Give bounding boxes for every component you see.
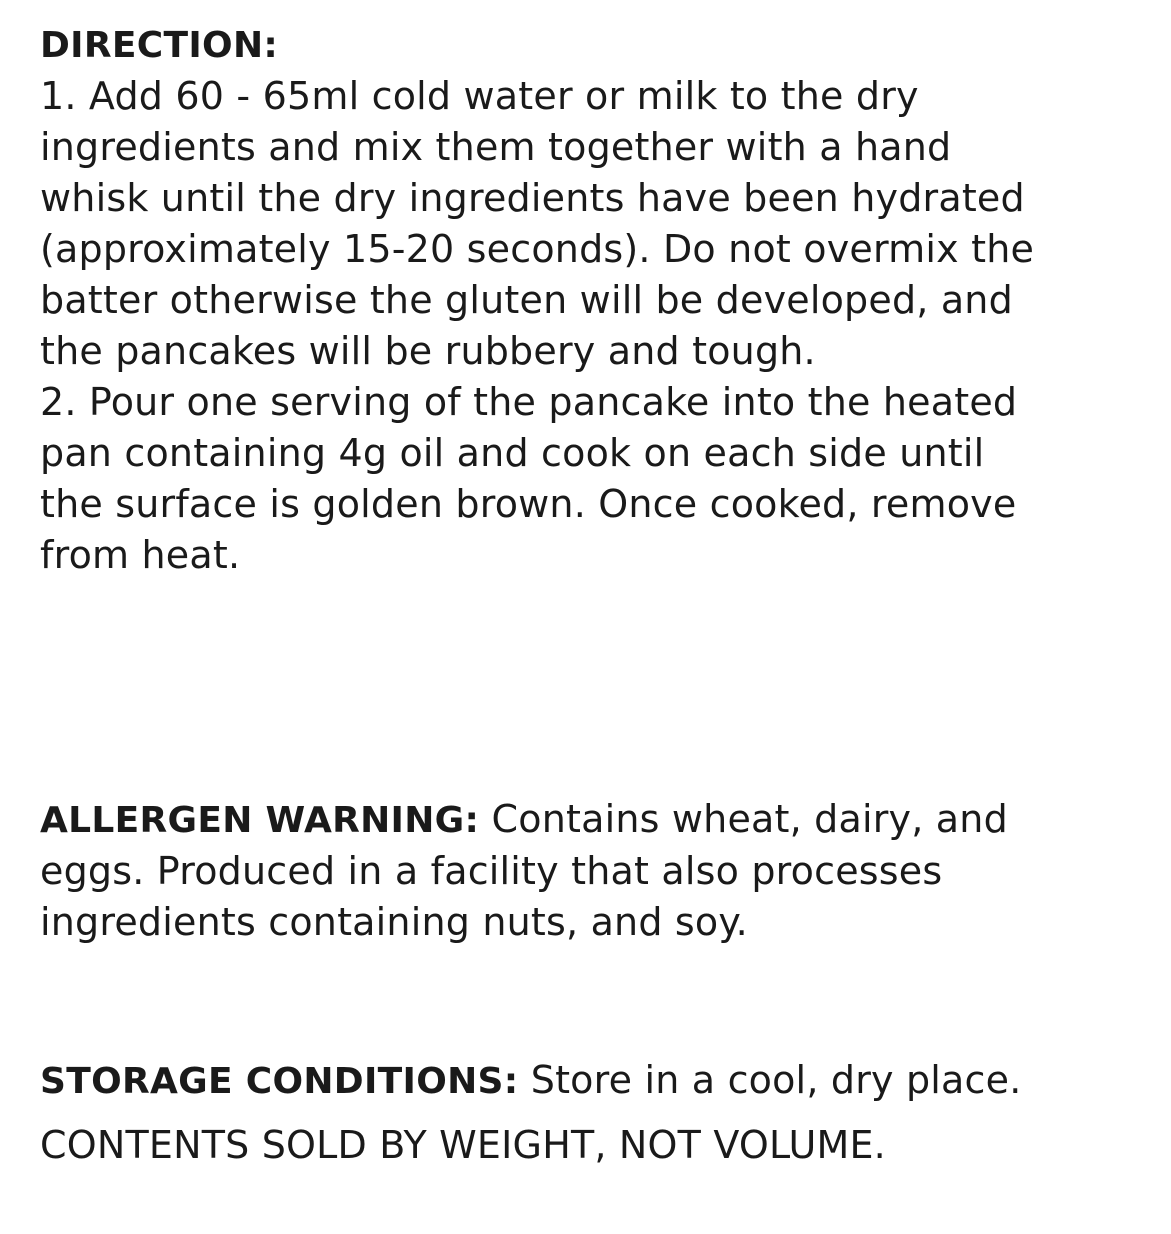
direction-line: batter otherwise the gluten will be developed, and bbox=[40, 278, 1013, 322]
storage-section bbox=[40, 1055, 1150, 1107]
allergen-first-line bbox=[40, 794, 1150, 846]
direction-line: from heat. bbox=[40, 533, 241, 577]
direction-line: whisk until the dry ingredients have been hydrated bbox=[40, 176, 1025, 220]
direction-line: (approximately 15-20 seconds). Do not overmix the bbox=[40, 227, 1035, 271]
allergen-line: eggs. Produced in a facility that also processes bbox=[40, 849, 943, 893]
contents-note: CONTENTS SOLD BY WEIGHT, NOT VOLUME. bbox=[40, 1123, 886, 1167]
contents-note-section bbox=[40, 1120, 1150, 1171]
direction-line: the pancakes will be rubbery and tough. bbox=[40, 329, 816, 373]
direction-line: ingredients and mix them together with a hand bbox=[40, 125, 952, 169]
storage-heading: STORAGE CONDITIONS: bbox=[40, 1061, 519, 1102]
allergen-section bbox=[40, 794, 1150, 948]
direction-line: 2. Pour one serving of the pancake into the heated bbox=[40, 380, 1018, 424]
direction-heading: DIRECTION: bbox=[40, 25, 279, 66]
allergen-line: ingredients containing nuts, and soy. bbox=[40, 900, 748, 944]
direction-line: the surface is golden brown. Once cooked, remove bbox=[40, 482, 1017, 526]
allergen-heading: ALLERGEN WARNING: bbox=[40, 800, 480, 841]
allergen-text: Contains wheat, dairy, and bbox=[479, 797, 1008, 841]
storage-text: Store in a cool, dry place. bbox=[518, 1058, 1022, 1102]
direction-section bbox=[40, 20, 1150, 581]
direction-line: pan containing 4g oil and cook on each side until bbox=[40, 431, 985, 475]
storage-line bbox=[40, 1055, 1150, 1107]
direction-line: 1. Add 60 - 65ml cold water or milk to the dry bbox=[40, 74, 919, 118]
